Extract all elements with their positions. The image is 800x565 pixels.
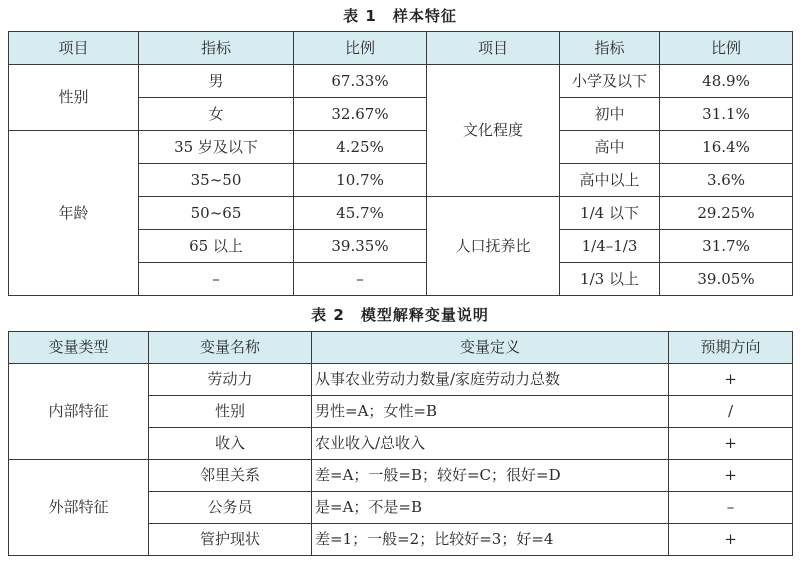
indicator-cell: 小学及以下 <box>560 65 660 98</box>
group-item: 性别 <box>9 65 139 131</box>
indicator-cell: 50~65 <box>139 197 294 230</box>
table1-header-row <box>9 32 793 65</box>
expected-direction-cell: + <box>669 460 793 492</box>
header-indicator: 指标 <box>139 32 294 65</box>
table-row <box>9 460 793 492</box>
variable-definition-cell: 是=A；不是=B <box>312 492 669 524</box>
table2-header-row <box>9 332 793 364</box>
variable-definition-cell: 男性=A；女性=B <box>312 396 669 428</box>
variable-name-cell: 收入 <box>149 428 312 460</box>
ratio-cell: 45.7% <box>294 197 427 230</box>
indicator-cell: 65 以上 <box>139 230 294 263</box>
group-item: 文化程度 <box>427 65 560 197</box>
header-indicator: 指标 <box>560 32 660 65</box>
header-item: 项目 <box>427 32 560 65</box>
variable-name-cell: 管护现状 <box>149 524 312 556</box>
indicator-cell: 1/4 以下 <box>560 197 660 230</box>
indicator-cell: 35 岁及以下 <box>139 131 294 164</box>
expected-direction-cell: + <box>669 524 793 556</box>
explanatory-variables-table <box>8 331 793 556</box>
ratio-cell: 10.7% <box>294 164 427 197</box>
indicator-cell: 高中 <box>560 131 660 164</box>
variable-name-cell: 公务员 <box>149 492 312 524</box>
variable-name-cell: 劳动力 <box>149 364 312 396</box>
header-ratio: 比例 <box>660 32 793 65</box>
expected-direction-cell: / <box>669 396 793 428</box>
table-row <box>9 131 793 164</box>
expected-direction-cell: – <box>669 492 793 524</box>
variable-name-cell: 性别 <box>149 396 312 428</box>
variable-name-cell: 邻里关系 <box>149 460 312 492</box>
variable-definition-cell: 差=A；一般=B；较好=C；很好=D <box>312 460 669 492</box>
variable-definition-cell: 差=1；一般=2；比较好=3；好=4 <box>312 524 669 556</box>
header-ratio: 比例 <box>294 32 427 65</box>
header-item: 项目 <box>9 32 139 65</box>
indicator-cell: 男 <box>139 65 294 98</box>
ratio-cell: 67.33% <box>294 65 427 98</box>
ratio-cell: 48.9% <box>660 65 793 98</box>
ratio-cell: 39.05% <box>660 263 793 296</box>
variable-type-cell: 外部特征 <box>9 460 149 556</box>
table-row <box>9 364 793 396</box>
sample-characteristics-table <box>8 31 793 296</box>
ratio-cell: 31.1% <box>660 98 793 131</box>
variable-definition-cell: 从事农业劳动力数量/家庭劳动力总数 <box>312 364 669 396</box>
ratio-cell: 29.25% <box>660 197 793 230</box>
indicator-cell: 女 <box>139 98 294 131</box>
group-item: 年龄 <box>9 131 139 296</box>
indicator-cell: 高中以上 <box>560 164 660 197</box>
table1-caption: 表 1 样本特征 <box>343 7 457 25</box>
table-row <box>9 65 793 98</box>
indicator-cell: 35~50 <box>139 164 294 197</box>
header-variable-type: 变量类型 <box>9 332 149 364</box>
ratio-cell: 32.67% <box>294 98 427 131</box>
ratio-cell: 4.25% <box>294 131 427 164</box>
header-expected-direction: 预期方向 <box>669 332 793 364</box>
expected-direction-cell: + <box>669 428 793 460</box>
header-variable-name: 变量名称 <box>149 332 312 364</box>
ratio-cell: – <box>294 263 427 296</box>
ratio-cell: 31.7% <box>660 230 793 263</box>
variable-definition-cell: 农业收入/总收入 <box>312 428 669 460</box>
ratio-cell: 39.35% <box>294 230 427 263</box>
indicator-cell: 1/4–1/3 <box>560 230 660 263</box>
expected-direction-cell: + <box>669 364 793 396</box>
variable-type-cell: 内部特征 <box>9 364 149 460</box>
indicator-cell: 1/3 以上 <box>560 263 660 296</box>
ratio-cell: 16.4% <box>660 131 793 164</box>
table2-caption: 表 2 模型解释变量说明 <box>311 306 489 324</box>
indicator-cell: – <box>139 263 294 296</box>
group-item: 人口抚养比 <box>427 197 560 296</box>
ratio-cell: 3.6% <box>660 164 793 197</box>
header-variable-definition: 变量定义 <box>312 332 669 364</box>
indicator-cell: 初中 <box>560 98 660 131</box>
